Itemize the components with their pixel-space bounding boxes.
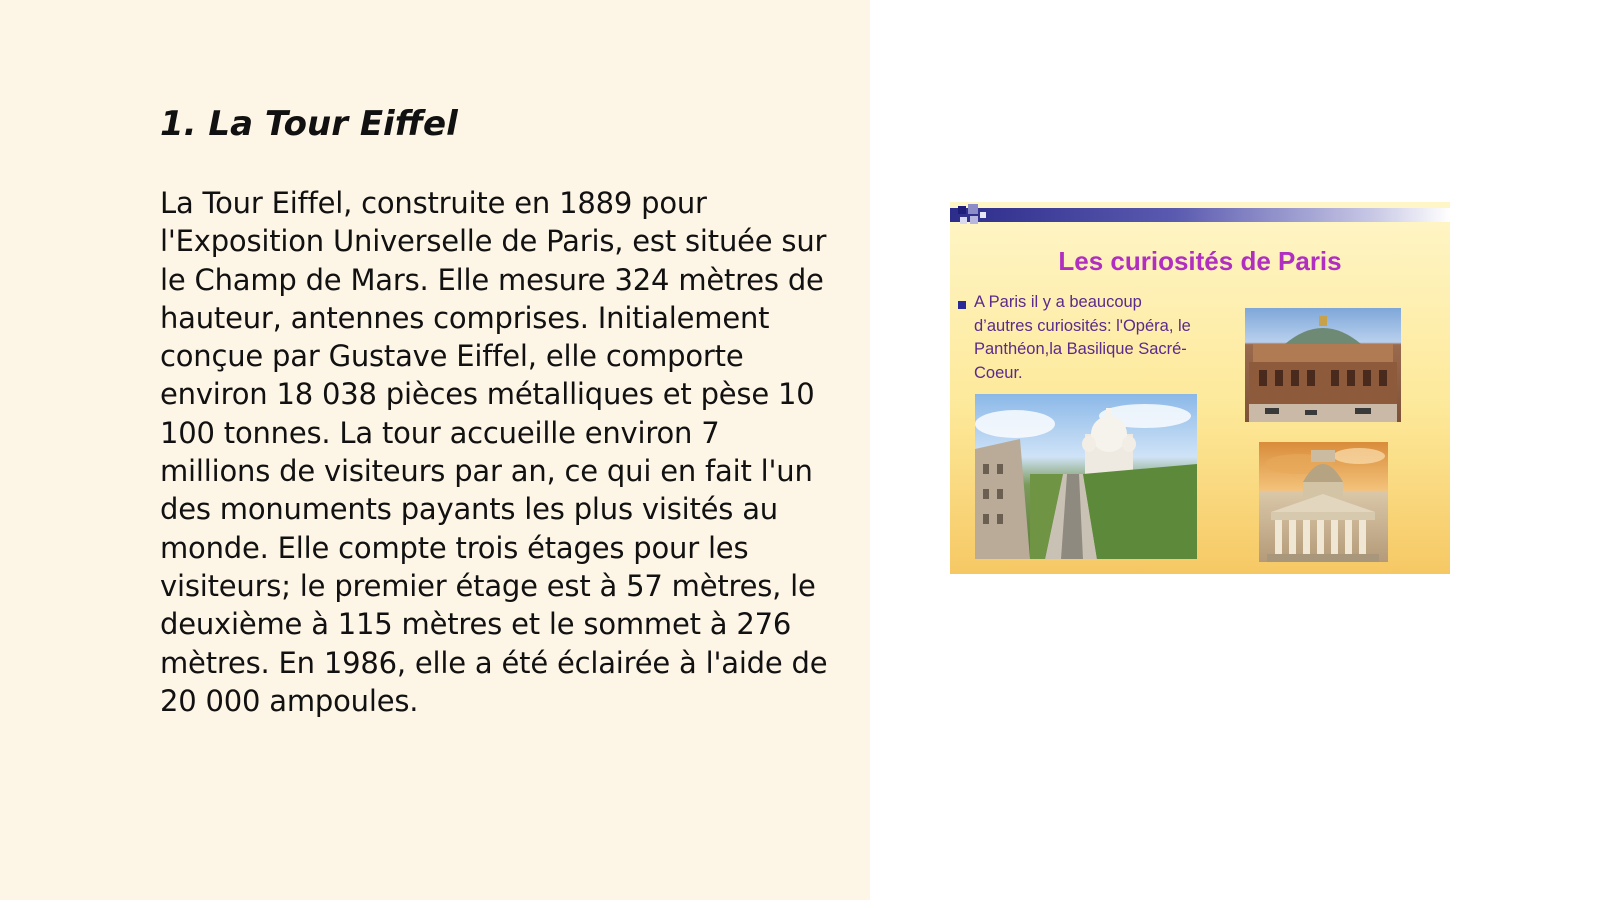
bullet-square-icon xyxy=(958,301,966,309)
slide-image xyxy=(950,202,1450,574)
pantheon-photo xyxy=(1259,442,1388,562)
slide-title: Les curiosités de Paris xyxy=(1058,246,1342,276)
slide-corner-decoration xyxy=(950,202,990,228)
section-body: La Tour Eiffel, construite en 1889 pour l'Exposition Universelle de Paris, est située sur le Champ de Mars. Elle mesure 324 mètres de hauteur, antennes comprises. Initialement conçue par Gustave Eiffel, elle comporte environ 18 038 pièces métalliques et pèse 10 100 tonnes. La tour accueille environ 7 millions de visiteurs par an, ce qui en fait l'un des monuments payants les plus visités au monde. Elle compte trois étages pour les visiteurs; le premier étage est à 57 mètres, le deuxième à 115 mètres et le sommet à 276 mètres. En 1986, elle a été éclairée à l'aide de 20 000 ampoules. xyxy=(160,186,828,718)
opera-photo xyxy=(1245,308,1401,422)
slide-title-bar xyxy=(950,208,1450,222)
sacre-coeur-photo xyxy=(975,394,1197,559)
section-title: 1. La Tour Eiffel xyxy=(160,104,458,144)
slide-bullet-text: A Paris il y a beaucoup d’autres curiosités: l'Opéra, le Panthéon,la Basilique Sacré-Coeur. xyxy=(974,293,1191,382)
